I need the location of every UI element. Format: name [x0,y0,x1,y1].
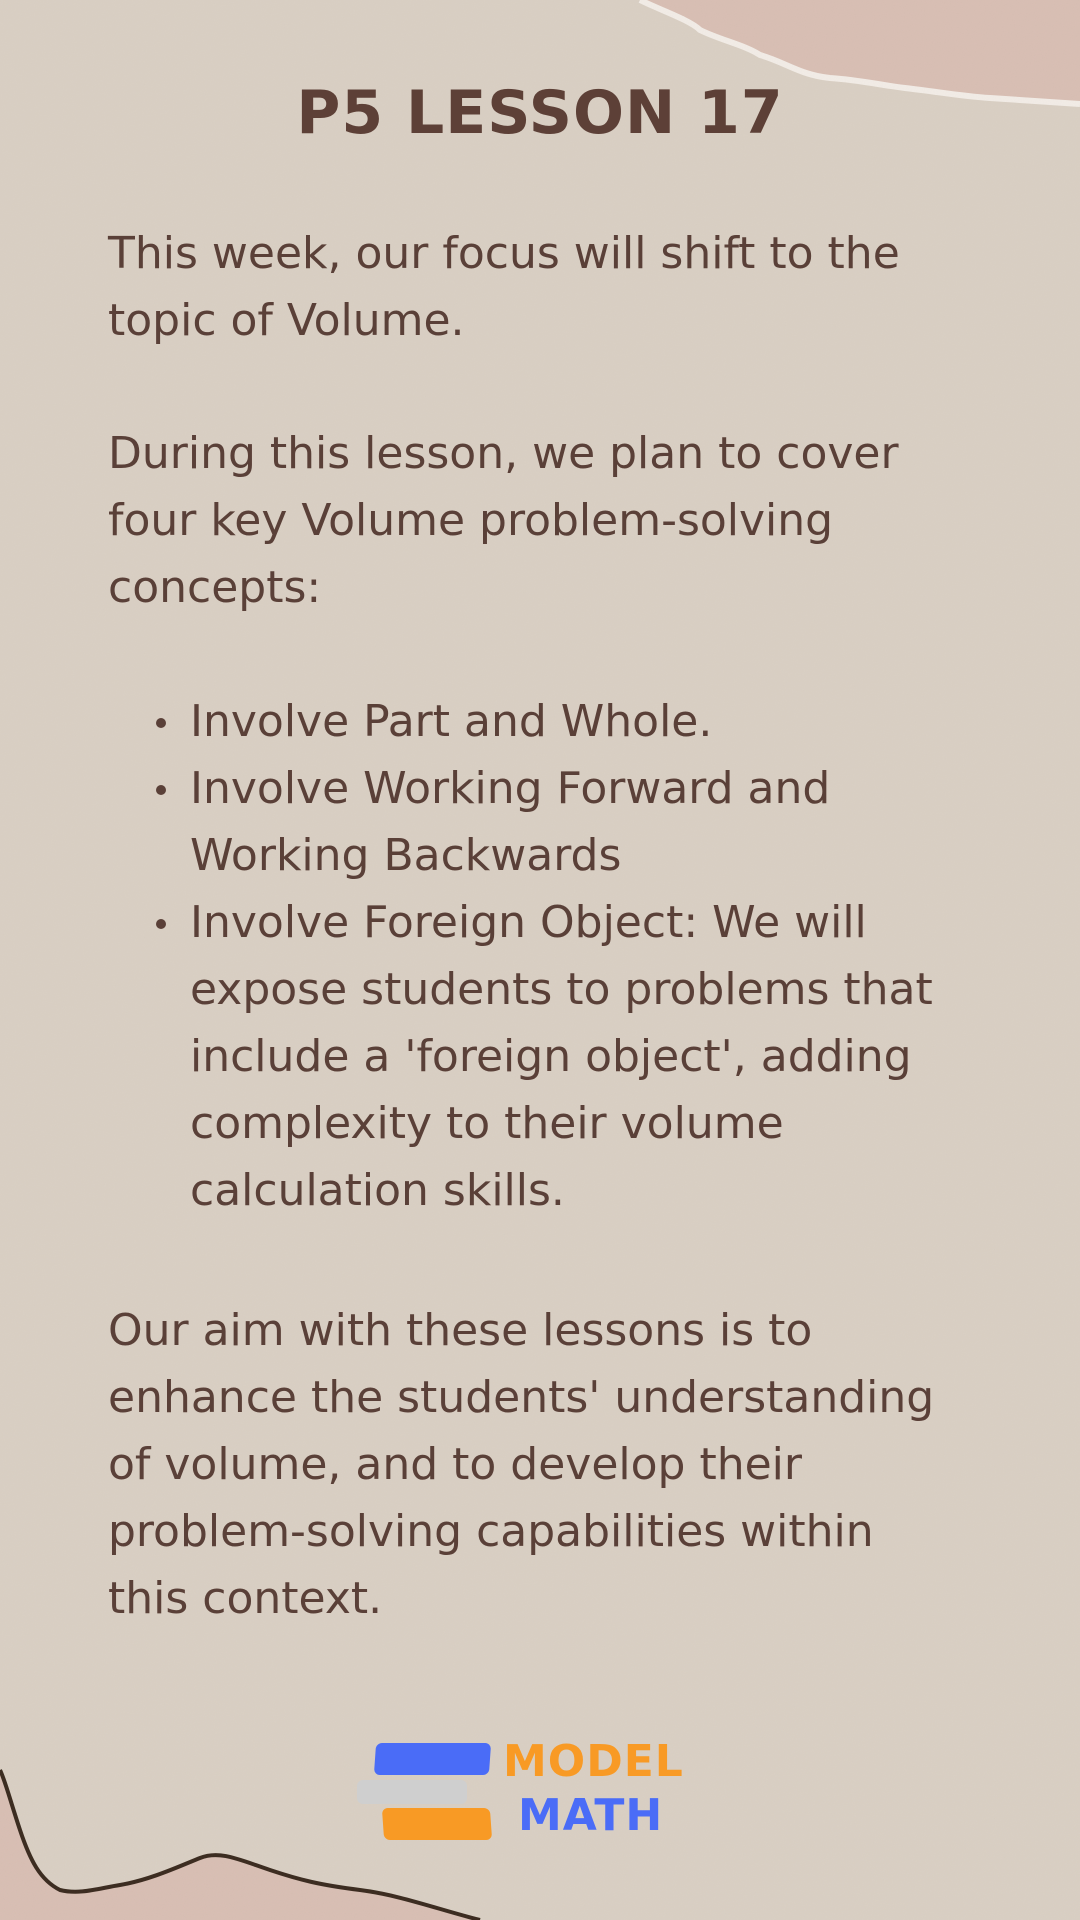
aim-line: Our aim with these lessons is to [108,1305,813,1356]
logo-word-model: MODEL [503,1736,684,1787]
list-item-line: Working Backwards [190,830,622,881]
bullet-icon [156,919,166,929]
model-math-logo [355,1738,695,1848]
bullet-icon [156,785,166,795]
intro-line: topic of Volume. [108,295,465,346]
logo-blue-bar [374,1743,491,1775]
list-item [190,755,1020,889]
concept-list [190,688,1020,1224]
plan-line: four key Volume problem-solving [108,495,834,546]
list-item [190,889,1020,1224]
aim-line: enhance the students' understanding [108,1372,935,1423]
intro-paragraph [108,220,1008,354]
aim-line: problem-solving capabilities within [108,1506,874,1557]
list-item-line: complexity to their volume [190,1098,784,1149]
list-item-line: Involve Part and Whole. [190,696,713,747]
bullet-icon [156,718,166,728]
list-item-line: Involve Foreign Object: We will [190,897,867,948]
logo-gray-bar [357,1780,467,1804]
logo-orange-bar [382,1808,492,1840]
list-item [190,688,1020,755]
aim-line: this context. [108,1573,383,1624]
list-item-line: expose students to problems that [190,964,933,1015]
logo-word-math: MATH [518,1790,664,1841]
page-title: P5 LESSON 17 [296,78,784,148]
list-item-line: include a 'foreign object', adding [190,1031,912,1082]
plan-line: concepts: [108,562,322,613]
list-item-line: calculation skills. [190,1165,565,1216]
intro-line: This week, our focus will shift to the [108,228,900,279]
list-item-line: Involve Working Forward and [190,763,831,814]
aim-paragraph [108,1297,1008,1632]
plan-line: During this lesson, we plan to cover [108,428,899,479]
aim-line: of volume, and to develop their [108,1439,802,1490]
plan-paragraph [108,420,1008,621]
